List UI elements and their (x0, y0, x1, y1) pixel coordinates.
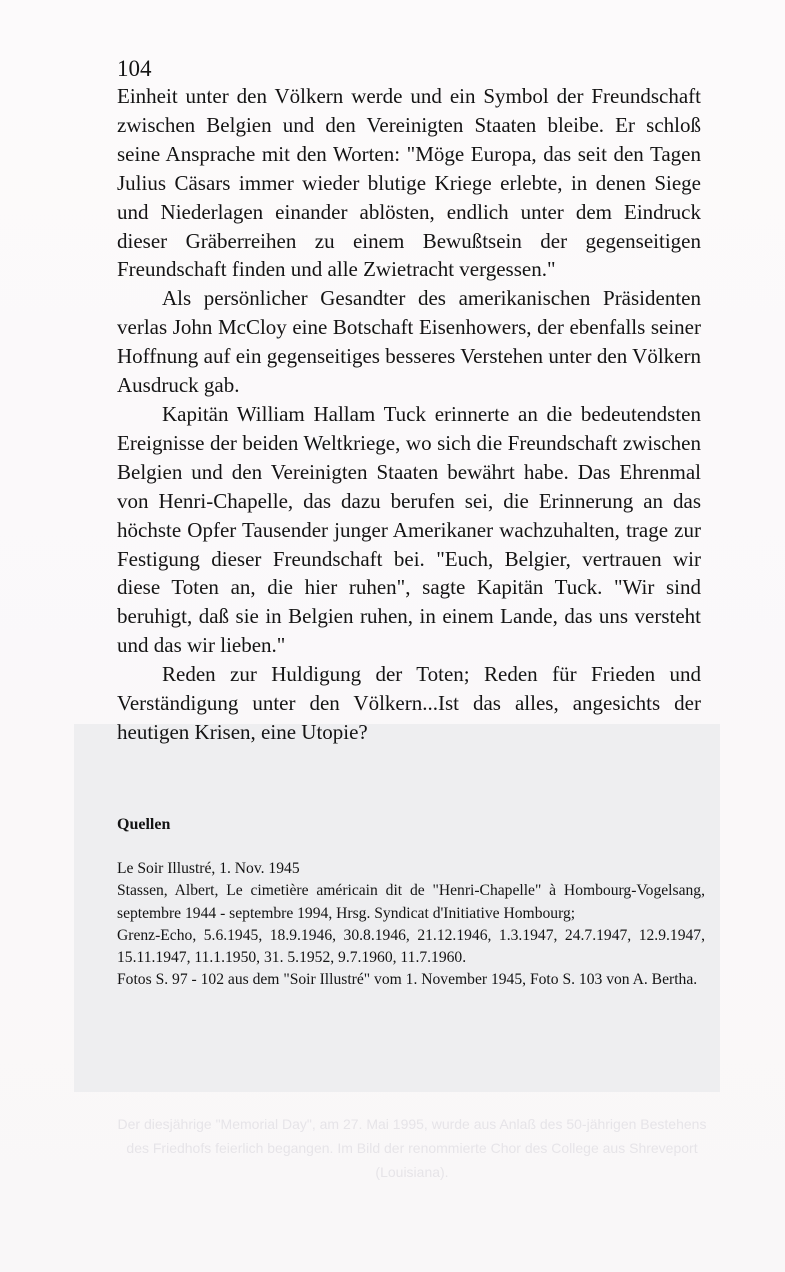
paragraph: Reden zur Huldigung der Toten; Reden für Frieden und Verständigung unter den Völkern...Ist das alles, angesichts der heutigen Krisen, eine Utopie? (117, 662, 701, 744)
source-entry: Stassen, Albert, Le cimetière américain dit de "Henri-Chapelle" à Hombourg-Vogelsang, septembre 1944 - septembre 1994, Hrsg. Syndicat d'Initiative Hombourg; (117, 882, 705, 922)
bleed-through-caption: Der diesjährige "Memorial Day", am 27. Mai 1995, wurde aus Anlaß des 50-jährigen Bestehens des Friedhofs feierlich begangen. Im Bild der renommierte Chor des College aus Shreveport (Louisiana). (117, 1116, 707, 1180)
page-number: 104 (117, 56, 152, 81)
paragraph: Als persönlicher Gesandter des amerikanischen Präsidenten verlas John McCloy eine Botschaft Eisenhowers, der ebenfalls seiner Hoffnung auf ein gegenseitiges besseres Verstehen unter den Völkern Ausdruck gab. (117, 286, 701, 398)
paragraph: Kapitän William Hallam Tuck erinnerte an die bedeutendsten Ereignisse der beiden Weltkriege, wo sich die Freundschaft zwischen Belgien und den Vereinigten Staaten bewährt habe. Das Ehrenmal von Henri-Chapelle, das dazu berufen sei, die Erinnerung an das höchste Opfer Tausender junger Amerikaner wachzuhalten, trage zur Festigung dieser Freundschaft bei. "Euch, Belgier, vertrauen wir diese Toten an, die hier ruhen", sagte Kapitän Tuck. "Wir sind beruhigt, daß sie in Belgien ruhen, in einem Lande, das uns versteht und das wir lieben." (117, 401, 701, 658)
source-entry: Fotos S. 97 - 102 aus dem "Soir Illustré" vom 1. November 1945, Foto S. 103 von A. Bertha. (117, 971, 698, 989)
sources-section (117, 814, 705, 992)
source-entry: Le Soir Illustré, 1. Nov. 1945 (117, 860, 300, 877)
paragraph: Einheit unter den Völkern werde und ein Symbol der Freundschaft zwischen Belgien und den Vereinigten Staaten bleibe. Er schloß seine Ansprache mit den Worten: "Möge Europa, das seit den Tagen Julius Cäsars immer wieder blutige Kriege erlebte, in denen Siege und Niederlagen einander ablösten, endlich unter dem Eindruck dieser Gräberreihen zu einem Bewußtsein der gegenseitigen Freundschaft finden und alle Zwietracht vergessen." (117, 84, 701, 282)
body-text (117, 82, 701, 747)
sources-heading: Quellen (117, 816, 171, 833)
source-entry: Grenz-Echo, 5.6.1945, 18.9.1946, 30.8.1946, 21.12.1946, 1.3.1947, 24.7.1947, 12.9.1947, 15.11.1947, 11.1.1950, 31. 5.1952, 9.7.1960, 11.7.1960. (117, 926, 705, 967)
